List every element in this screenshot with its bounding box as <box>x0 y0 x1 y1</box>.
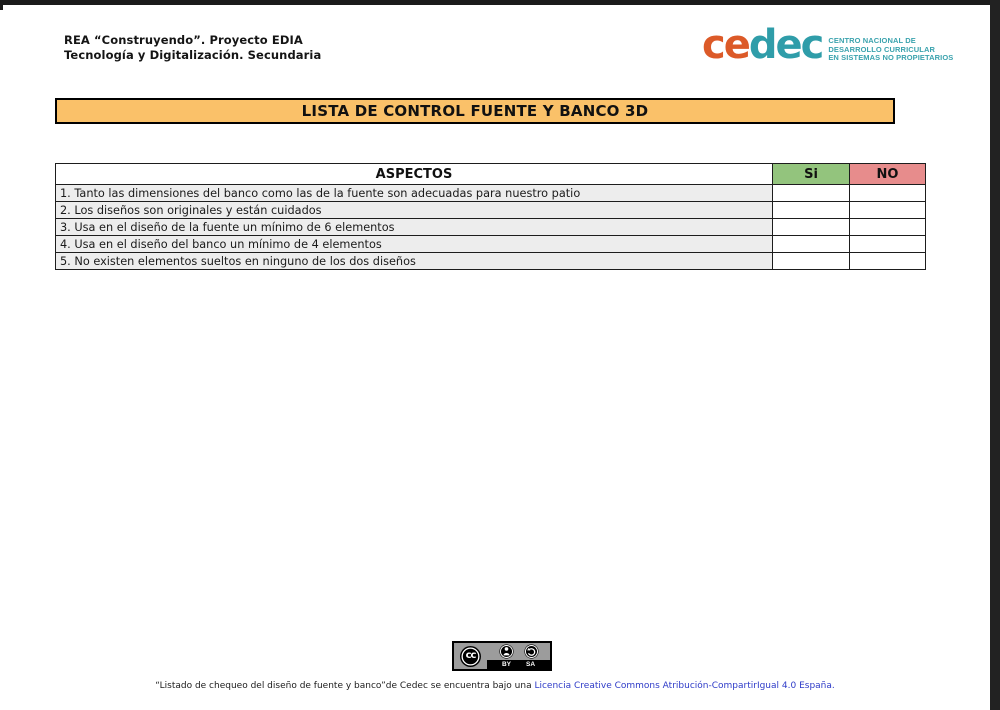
no-cell <box>850 236 926 253</box>
table-row <box>56 185 926 202</box>
cc-logo-area <box>454 643 487 669</box>
cc-badge-strip <box>487 660 550 669</box>
cc-license-badge <box>452 641 552 671</box>
cc-badge-right <box>487 643 550 669</box>
header-line-2: Tecnología y Digitalización. Secundaria <box>64 48 322 62</box>
table-header-row <box>56 164 926 185</box>
cc-by-label: BY <box>501 661 511 668</box>
table-row <box>56 236 926 253</box>
aspect-cell: 4. Usa en el diseño del banco un mínimo de 4 elementos <box>56 236 773 253</box>
no-cell <box>850 219 926 236</box>
cedec-logo <box>702 24 953 66</box>
table-row <box>56 253 926 270</box>
column-header-no: NO <box>850 164 926 185</box>
si-cell <box>773 253 850 270</box>
aspect-cell: 1. Tanto las dimensiones del banco como las de la fuente son adecuadas para nuestro patio <box>56 185 773 202</box>
aspect-cell: 2. Los diseños son originales y están cuidados <box>56 202 773 219</box>
license-text: “Listado de chequeo del diseño de fuente y banco”de Cedec se encuentra bajo una <box>155 681 535 691</box>
si-cell <box>773 236 850 253</box>
page-left-border <box>0 0 3 10</box>
column-header-si: Si <box>773 164 850 185</box>
logo-ce-text: ce <box>702 22 749 68</box>
cedec-logo-wordmark <box>702 24 822 66</box>
cc-by-icon <box>499 644 514 659</box>
cc-sa-icon <box>524 644 539 659</box>
checklist-table <box>55 163 926 270</box>
cc-logo-icon <box>460 646 481 667</box>
column-header-aspectos: ASPECTOS <box>56 164 773 185</box>
no-cell <box>850 185 926 202</box>
table-row <box>56 202 926 219</box>
aspect-cell: 3. Usa en el diseño de la fuente un mínimo de 6 elementos <box>56 219 773 236</box>
tagline-line-1: CENTRO NACIONAL DE <box>828 36 916 45</box>
document-header <box>64 33 321 63</box>
title-banner <box>55 98 895 124</box>
tagline-line-3: EN SISTEMAS NO PROPIETARIOS <box>828 53 954 62</box>
si-cell <box>773 185 850 202</box>
tagline-line-2: DESARROLLO CURRICULAR <box>828 44 936 54</box>
cc-logo-label: cc <box>465 650 476 661</box>
cc-badge-icons <box>487 643 550 660</box>
si-cell <box>773 219 850 236</box>
cc-sa-label: SA <box>526 661 536 668</box>
cedec-logo-tagline <box>828 37 953 63</box>
no-cell <box>850 253 926 270</box>
page-right-border <box>990 0 1000 710</box>
page-top-border <box>0 0 1000 5</box>
si-cell <box>773 202 850 219</box>
header-line-1: REA “Construyendo”. Proyecto EDIA <box>64 33 303 47</box>
license-link[interactable]: Licencia Creative Commons Atribución-CompartirIgual 4.0 España. <box>534 681 835 691</box>
aspect-cell: 5. No existen elementos sueltos en ninguno de los dos diseños <box>56 253 773 270</box>
logo-dec-text: dec <box>748 22 823 68</box>
page-title: LISTA DE CONTROL FUENTE Y BANCO 3D <box>301 102 649 120</box>
table-row <box>56 219 926 236</box>
license-statement <box>0 681 990 691</box>
no-cell <box>850 202 926 219</box>
